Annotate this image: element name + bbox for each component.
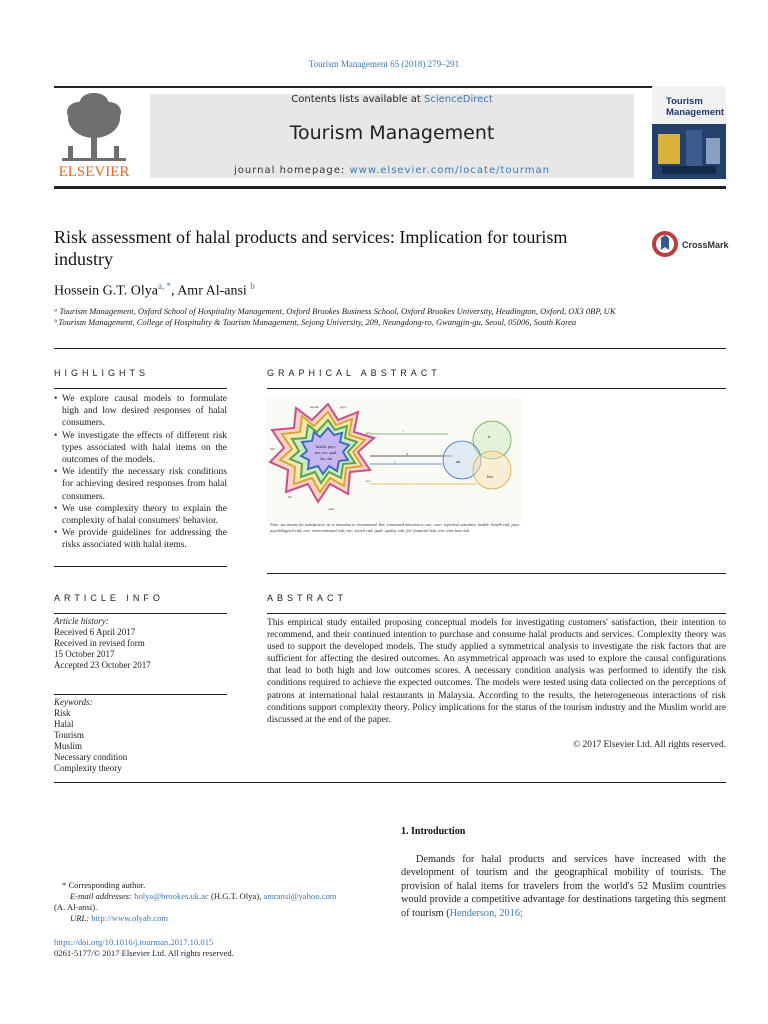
- graphical-abstract-note: Note: sat means for satisfaction, itr is intention to recommend, Itm: continued intention to use, over: reported outcomes, health: health risk, psyc: psychological risk, env: environmental risk, soc: social risk, qual: quality risk, fin: financial risk, tim: time loss risk.: [270, 522, 521, 533]
- crossmark-badge[interactable]: [651, 229, 731, 259]
- homepage-link[interactable]: www.elsevier.com/locate/tourman: [349, 165, 550, 176]
- abstract-copyright: © 2017 Elsevier Ltd. All rights reserved.: [573, 740, 726, 750]
- outer-label: soc: [366, 479, 371, 483]
- abstract-text: This empirical study entailed proposing conceptual models for investigating customers' satisfaction, their intention to recommend, and their continued intention to purchase and consume halal products and services. Complexity theory was used to support the developed models. The study applied a symmetrical analysis to investigate the risk factors that are sufficient for affecting the desired outcomes. An asymmetrical approach was used to explore the causal configurations that lead to both high and low outcomes scores. A necessary condition analysis was performed to identify the risk conditions required to achieve the expected outcomes. The models were tested using data collected on the perceptions of patrons at international halal restaurants in Malaysia. According to the results, the heterogeneous interactions of risk conditions support complexity theory. Policy implications for the status of the tourism industry and the Muslim world are discussed at the end of the paper.: [267, 618, 726, 725]
- contents-availability: [150, 94, 634, 105]
- journal-homepage: [150, 165, 634, 176]
- email-owner-2: (A. Al-ansi).: [54, 902, 98, 912]
- email-link-1[interactable]: holya@brookes.uk.ac: [134, 891, 209, 901]
- homepage-prefix: journal homepage:: [234, 165, 350, 176]
- keywords-block: [54, 697, 227, 774]
- abstract-bottom-rule: [54, 782, 726, 783]
- keyword: Necessary condition: [54, 752, 128, 762]
- header-top-rule: [54, 86, 726, 88]
- article-info-heading: ARTICLE INFO: [54, 593, 164, 603]
- author-separator: ,: [170, 283, 178, 299]
- abstract-rule: [267, 613, 726, 614]
- affiliation-b: ᵇ Tourism Management, College of Hospitality & Tourism Management, Sejong University, 209, Neungdong-ro, Gwangjin-gu, Seoul, 05006, South Korea: [54, 316, 577, 327]
- affiliations: [54, 306, 634, 327]
- revised-label: Received in revised form: [54, 638, 145, 648]
- arrow-label: c: [402, 480, 404, 484]
- homepage-url-link[interactable]: http://www.olyah.com: [91, 913, 169, 923]
- keyword: Complexity theory: [54, 763, 122, 773]
- highlights-heading: HIGHLIGHTS: [54, 368, 150, 378]
- author-2[interactable]: Amr Al-ansi: [177, 283, 247, 299]
- highlight-item: • We use complexity theory to explain the complexity of halal consumers' behavior.: [54, 503, 227, 527]
- received-date: Received 6 April 2017: [54, 627, 136, 637]
- highlight-item: • We identify the necessary risk conditions for achieving desired responses from halal consumers.: [54, 466, 227, 503]
- center-text-line1: health, psyc,: [315, 444, 337, 449]
- cover-title-line1: Tourism: [666, 96, 703, 107]
- doi-block: [54, 937, 234, 959]
- arrow-label: b: [394, 460, 396, 464]
- elsevier-wordmark: ELSEVIER: [58, 164, 130, 180]
- outcome-label: tr: [488, 434, 491, 439]
- contents-prefix: Contents lists available at: [291, 94, 425, 105]
- doi-link[interactable]: https://doi.org/10.1016/j.tourman.2017.10.015: [54, 937, 214, 947]
- citation-link[interactable]: Henderson, 2016;: [449, 907, 523, 919]
- keywords-label: Keywords:: [54, 697, 93, 707]
- outer-label: psyc: [340, 405, 347, 409]
- elsevier-logo: [54, 90, 134, 180]
- graphical-abstract-figure[interactable]: [266, 398, 522, 522]
- journal-reference-link[interactable]: Tourism Management 65 (2018) 279–291: [308, 59, 460, 69]
- email-owner-1: (H.G.T. Olya),: [208, 891, 264, 901]
- graphical-abstract-bottom-rule: [267, 573, 726, 574]
- outer-label: tim: [270, 447, 275, 451]
- outcome-label: Itm: [487, 474, 493, 479]
- introduction-heading: 1. Introduction: [401, 826, 466, 837]
- author-1-affiliation-marker[interactable]: a, *: [157, 281, 171, 291]
- highlight-item: • We explore causal models to formulate high and low desired responses of halal consumers.: [54, 393, 227, 430]
- arrow-label: d: [406, 452, 408, 456]
- keyword: Tourism: [54, 730, 84, 740]
- corresponding-author-note: * Corresponding author.: [62, 880, 146, 890]
- issn-copyright: 0261-5177/© 2017 Elsevier Ltd. All rights reserved.: [54, 948, 234, 958]
- center-text-line3: fin, tim: [320, 456, 332, 461]
- introduction-paragraph: [401, 853, 726, 920]
- highlights-list: [54, 393, 227, 552]
- author-2-affiliation-marker[interactable]: b: [250, 281, 255, 291]
- article-title: Risk assessment of halal products and services: Implication for tourism industry: [54, 227, 568, 269]
- article-info-divider: [54, 694, 227, 695]
- graphical-abstract-rule: [267, 388, 726, 389]
- graphical-abstract-heading: GRAPHICAL ABSTRACT: [267, 368, 441, 378]
- cover-title-line2: Management: [666, 107, 725, 118]
- crossmark-label: CrossMark: [682, 240, 729, 250]
- affiliation-a: ᵃ Tourism Management, Oxford School of Hospitality Management, Oxford Brookes Business School, Oxford Brookes University, Headington, Oxford, OX3 0BP, UK: [54, 306, 616, 316]
- keyword: Muslim: [54, 741, 83, 751]
- keyword: Risk: [54, 708, 71, 718]
- sciencedirect-link[interactable]: ScienceDirect: [424, 94, 493, 105]
- cover-photo: [652, 124, 726, 179]
- cover-title: [666, 96, 724, 118]
- revised-date: 15 October 2017: [54, 649, 115, 659]
- highlights-rule: [54, 388, 227, 389]
- highlight-item: • We provide guidelines for addressing the risks associated with halal items.: [54, 527, 227, 551]
- article-info-rule: [54, 613, 227, 614]
- history-label: Article history:: [54, 616, 109, 626]
- url-label: URL:: [70, 913, 92, 923]
- introduction-text: Demands for halal products and services have increased with the development of tourism and the geographical mobility of tourists. The provision of halal items for travelers from the world's 52 Muslim countries would provide a competitive advantage for destinations targeting this segment of tourism (: [401, 854, 726, 919]
- outcome-label: sat: [456, 459, 461, 464]
- header-bottom-rule: [54, 186, 726, 189]
- outer-label: env: [366, 431, 372, 435]
- highlights-bottom-rule: [54, 566, 227, 567]
- accepted-date: Accepted 23 October 2017: [54, 660, 151, 670]
- footnotes: [54, 880, 379, 924]
- journal-title: Tourism Management: [289, 122, 495, 144]
- email-label: E-mail addresses:: [70, 891, 135, 901]
- outer-label: health: [310, 405, 319, 409]
- keyword: Halal: [54, 719, 74, 729]
- article-history: [54, 616, 227, 671]
- outer-label: fin: [288, 495, 292, 499]
- outer-label: qual: [328, 507, 335, 511]
- affiliation-rule: [54, 348, 726, 349]
- author-list: [54, 281, 255, 300]
- journal-cover-thumbnail[interactable]: [652, 86, 726, 179]
- abstract-heading: ABSTRACT: [267, 593, 348, 603]
- highlight-item: • We investigate the effects of different risk types associated with halal items on the outcomes of the models.: [54, 430, 227, 467]
- center-text-line2: env, soc, qual,: [314, 450, 338, 455]
- email-link-2[interactable]: amransi@yahoo.com: [263, 891, 337, 901]
- author-1[interactable]: Hossein G.T. Olya: [54, 283, 158, 299]
- arrow-label: a: [402, 429, 404, 433]
